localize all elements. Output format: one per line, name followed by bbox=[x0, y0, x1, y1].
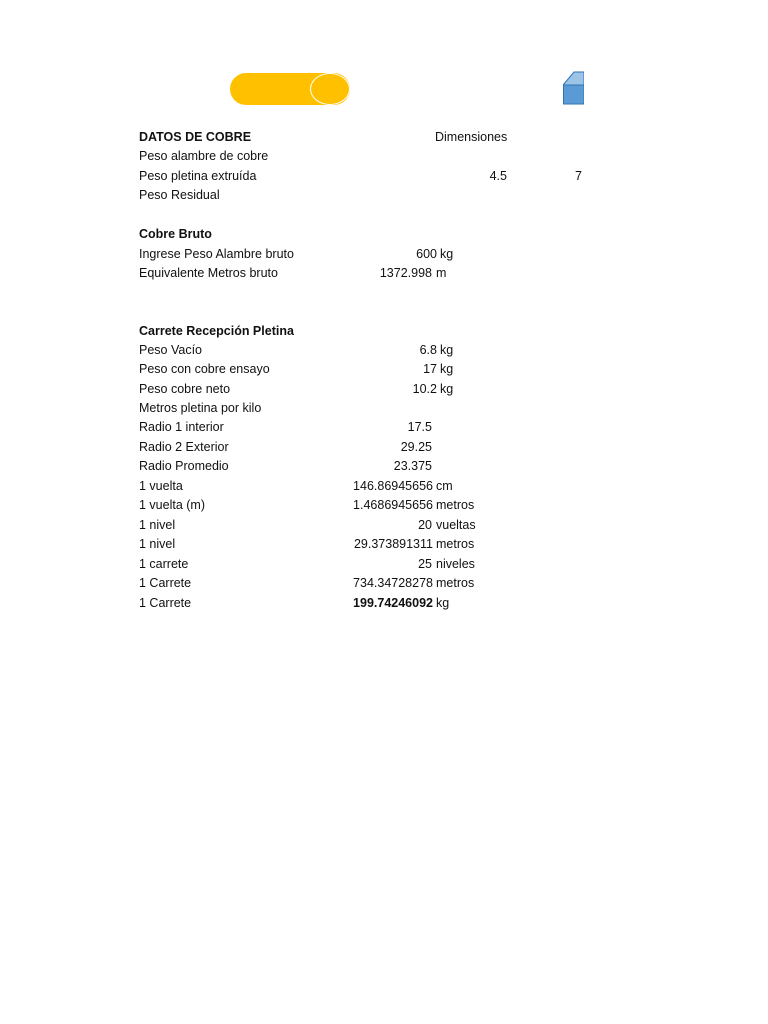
carrete-row-label: 1 Carrete bbox=[139, 576, 192, 590]
bruto-row-value: 1372.998 bbox=[379, 266, 432, 280]
carrete-row-value: 17.5 bbox=[407, 420, 432, 434]
pletina-dimension-1: 4.5 bbox=[489, 169, 507, 183]
carrete-row-label: Radio 1 interior bbox=[139, 420, 224, 434]
carrete-row-label: Peso Vacío bbox=[139, 343, 203, 357]
carrete-row-unit: metros bbox=[436, 576, 475, 590]
carrete-row-label: Radio Promedio bbox=[139, 459, 229, 473]
pletina-label: Peso pletina extruída bbox=[139, 169, 257, 183]
carrete-row-label: 1 nivel bbox=[139, 518, 176, 532]
carrete-row-value: 20 bbox=[418, 518, 432, 532]
carrete-row-label: Peso con cobre ensayo bbox=[139, 362, 270, 376]
carrete-row-unit: vueltas bbox=[436, 518, 476, 532]
carrete-row-label: 1 nivel bbox=[139, 537, 176, 551]
carrete-row-unit: cm bbox=[436, 479, 453, 493]
carrete-row-label: 1 Carrete bbox=[139, 596, 192, 610]
carrete-row-value: 734.34728278 bbox=[353, 576, 433, 590]
carrete-row-unit: kg bbox=[440, 343, 454, 357]
carrete-row-value: 146.86945656 bbox=[353, 479, 433, 493]
carrete-row-value: 10.2 bbox=[412, 382, 437, 396]
pill-shape-icon bbox=[230, 73, 350, 105]
carrete-row-unit: metros bbox=[436, 498, 475, 512]
bruto-row-label: Ingrese Peso Alambre bruto bbox=[139, 247, 294, 261]
carrete-row-unit: kg bbox=[440, 382, 454, 396]
carrete-row-value: 6.8 bbox=[419, 343, 437, 357]
carrete-row-unit: kg bbox=[436, 596, 450, 610]
carrete-row-value: 29.25 bbox=[400, 440, 432, 454]
pletina-dimension-2: 7 bbox=[575, 169, 582, 183]
carrete-total-kg-value: 199.74246092 bbox=[353, 596, 433, 610]
dimensions-header: Dimensiones bbox=[435, 130, 508, 144]
carrete-row-label: Radio 2 Exterior bbox=[139, 440, 229, 454]
bruto-row-unit: kg bbox=[440, 247, 454, 261]
carrete-row-label: 1 vuelta (m) bbox=[139, 498, 205, 512]
carrete-row-value: 29.373891311 bbox=[353, 537, 433, 551]
datos-title: DATOS DE COBRE bbox=[139, 130, 252, 144]
alambre-label: Peso alambre de cobre bbox=[139, 149, 269, 163]
carrete-row-value: 23.375 bbox=[393, 459, 432, 473]
residual-label: Peso Residual bbox=[139, 188, 220, 202]
carrete-row-unit: metros bbox=[436, 537, 475, 551]
carrete-row-label: Peso cobre neto bbox=[139, 382, 231, 396]
bruto-row-label: Equivalente Metros bruto bbox=[139, 266, 278, 280]
bruto-title: Cobre Bruto bbox=[139, 227, 212, 241]
carrete-title: Carrete Recepción Pletina bbox=[139, 324, 294, 338]
carrete-row-label: 1 carrete bbox=[139, 557, 189, 571]
bruto-row-unit: m bbox=[436, 266, 447, 280]
bruto-row-value: 600 bbox=[416, 247, 437, 261]
carrete-row-value: 1.4686945656 bbox=[353, 498, 433, 512]
carrete-row-value: 17 bbox=[423, 362, 437, 376]
carrete-row-unit: niveles bbox=[436, 557, 475, 571]
carrete-row-label: Metros pletina por kilo bbox=[139, 401, 262, 415]
carrete-row-value: 25 bbox=[418, 557, 432, 571]
cube-shape-icon bbox=[563, 69, 584, 105]
carrete-row-label: 1 vuelta bbox=[139, 479, 183, 493]
carrete-row-unit: kg bbox=[440, 362, 454, 376]
pill-cap-icon bbox=[310, 73, 350, 105]
